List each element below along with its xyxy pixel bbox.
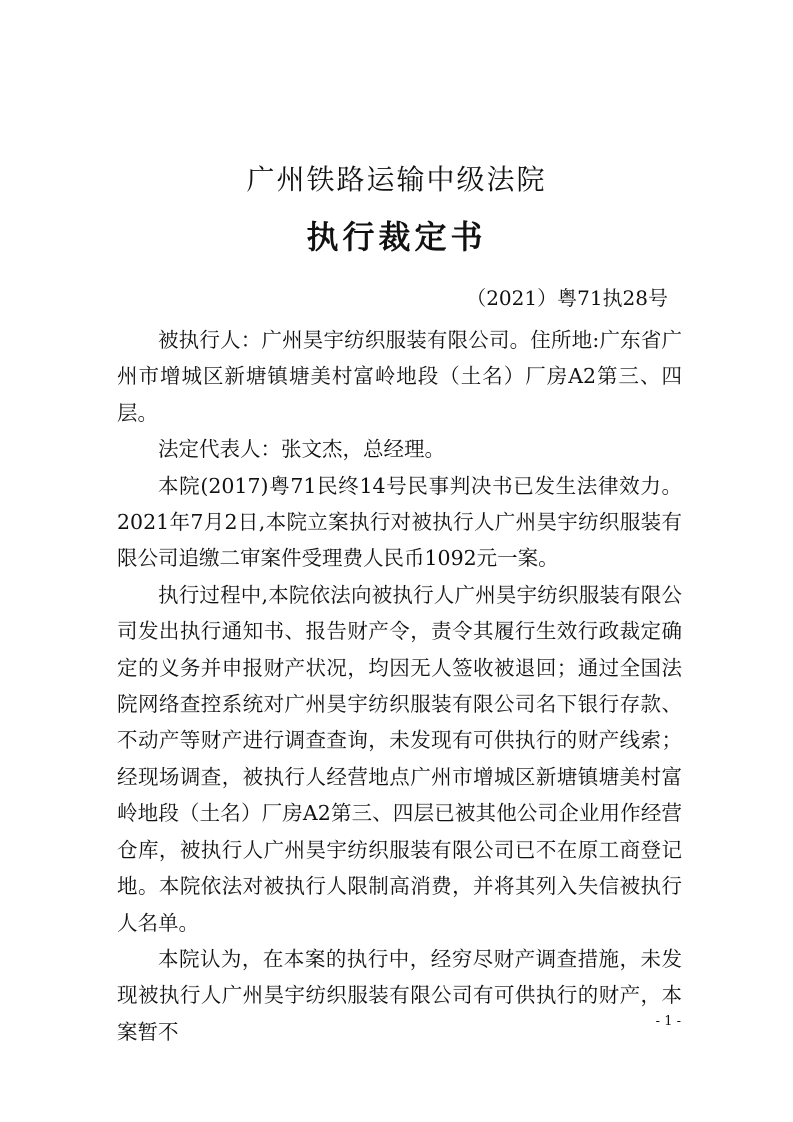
document-title: 执行裁定书 <box>306 218 487 256</box>
case-number: （2021）粤71执28号 <box>466 286 668 310</box>
paragraph-execution-process: 执行过程中,本院依法向被执行人广州昊宇纺织服装有限公司发出执行通知书、报告财产令，责令其履行生效行政裁定确定的义务并申报财产状况，均因无人签收被退回；通过全国法院网络查控系统对广州昊宇纺织服装有限公司名下银行存款、不动产等财产进行调查查询，未发现有可供执行的财产线索；经现场调查，被执行人经营地点广州市增城区新塘镇塘美村富岭地段（土名）厂房A2第三、四层已被其他公司企业用作经营仓库，被执行人广州昊宇纺织服装有限公司已不在原工商登记地。本院依法对被执行人限制高消费，并将其列入失信被执行人名单。 <box>117 582 682 935</box>
court-name: 广州铁路运输中级法院 <box>246 163 547 196</box>
paragraph-respondent: 被执行人：广州昊宇纺织服装有限公司。住所地:广东省广州市增城区新塘镇塘美村富岭地段（土名）厂房A2第三、四层。 <box>117 328 682 425</box>
document-body <box>117 322 682 1050</box>
page-number: - 1 - <box>655 1014 681 1029</box>
paragraph-court-opinion: 本院认为，在本案的执行中，经穷尽财产调查措施，未发现被执行人广州昊宇纺织服装有限公司有可供执行的财产，本案暂不 <box>117 946 682 1044</box>
paragraph-legal-representative: 法定代表人：张文杰，总经理。 <box>158 437 445 462</box>
paragraph-case-background: 本院(2017)粤71民终14号民事判决书已发生法律效力。2021年7月2日,本院立案执行对被执行人广州昊宇纺织服装有限公司追缴二审案件受理费人民币1092元一案。 <box>117 473 682 571</box>
